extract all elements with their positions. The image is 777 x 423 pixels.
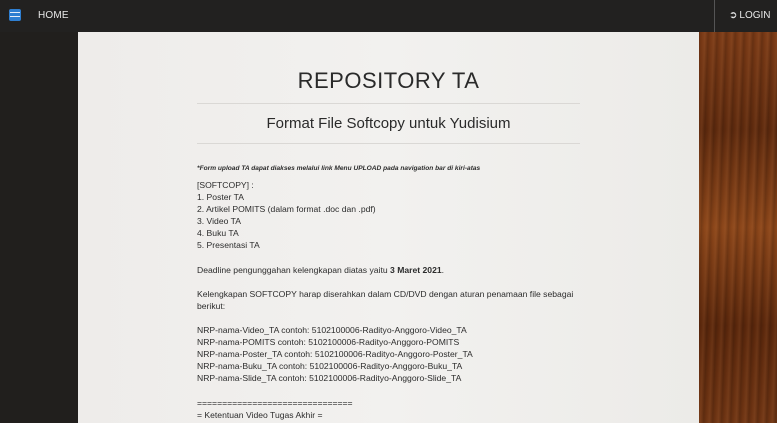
page-subtitle: Format File Softcopy untuk Yudisium	[266, 115, 511, 132]
softcopy-header: [SOFTCOPY] :	[197, 180, 254, 190]
upload-note: *Form upload TA dapat diakses melalui link Menu UPLOAD pada navigation bar di kiri-atas	[197, 165, 481, 172]
navbar	[0, 0, 777, 32]
softcopy-item: 1. Poster TA	[197, 192, 244, 202]
page-title: REPOSITORY TA	[297, 68, 480, 93]
naming-rule: NRP-nama-Video_TA contoh: 5102100006-Radityo-Anggoro-Video_TA	[197, 325, 467, 335]
naming-rule: NRP-nama-POMITS contoh: 5102100006-Radityo-Anggoro-POMITS	[197, 337, 460, 347]
login-icon: ➲	[729, 9, 738, 21]
separator-line: ===============================	[197, 398, 353, 408]
softcopy-item: 2. Artikel POMITS (dalam format .doc dan .pdf)	[197, 204, 376, 214]
naming-rule: NRP-nama-Buku_TA contoh: 5102100006-Radityo-Anggoro-Buku_TA	[197, 361, 463, 371]
deadline-end: .	[441, 265, 445, 275]
deadline-text	[197, 264, 597, 276]
deadline-label: Deadline pengunggahan kelengkapan diatas yaitu	[197, 265, 391, 275]
instructions-text: Kelengkapan SOFTCOPY harap diserahkan dalam CD/DVD dengan aturan penamaan file sebagai berikut:	[197, 289, 574, 311]
naming-rules	[197, 324, 597, 384]
nav-home-link[interactable]: HOME	[38, 10, 69, 21]
softcopy-item: 4. Buku TA	[197, 228, 239, 238]
nav-login-label: LOGIN	[739, 10, 771, 21]
left-background	[0, 32, 78, 423]
title-divider	[197, 103, 580, 104]
wood-background	[699, 32, 777, 423]
video-section-heading: = Ketentuan Video Tugas Akhir =	[197, 410, 323, 420]
naming-rule: NRP-nama-Slide_TA contoh: 5102100006-Radityo-Anggoro-Slide_TA	[197, 373, 462, 383]
softcopy-item: 3. Video TA	[197, 216, 241, 226]
softcopy-item: 5. Presentasi TA	[197, 240, 260, 250]
subtitle-divider	[197, 143, 580, 144]
menu-logo-icon[interactable]	[9, 9, 21, 21]
deadline-date: 3 Maret 2021	[390, 265, 442, 275]
nav-login-link[interactable]	[729, 10, 771, 21]
nav-divider	[714, 0, 715, 32]
softcopy-list	[197, 179, 597, 251]
main-content	[78, 32, 699, 423]
naming-rule: NRP-nama-Poster_TA contoh: 5102100006-Radityo-Anggoro-Poster_TA	[197, 349, 473, 359]
